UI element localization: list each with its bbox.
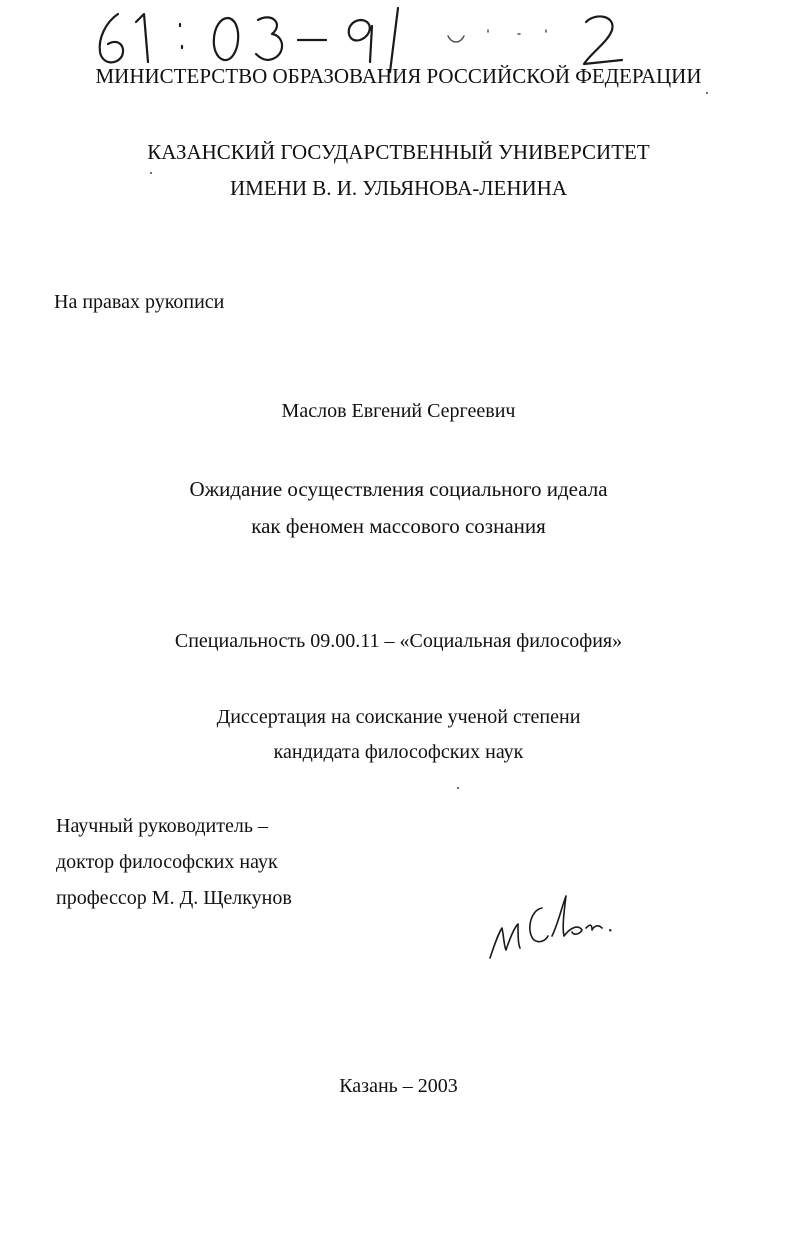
university-name-line2: ИМЕНИ В. И. УЛЬЯНОВА-ЛЕНИНА <box>229 176 567 200</box>
scan-speck <box>706 92 708 94</box>
place-and-year: Казань – 2003 <box>339 1075 458 1097</box>
author-name: Маслов Евгений Сергеевич <box>281 400 516 422</box>
dissertation-title-line1: Ожидание осуществления социального идеала <box>189 477 608 501</box>
specialty-line: Специальность 09.00.11 – «Социальная философия» <box>174 630 623 652</box>
degree-line1: Диссертация на соискание ученой степени <box>216 706 581 728</box>
supervisor-name: профессор М. Д. Щелкунов <box>56 887 292 909</box>
handwritten-signature <box>486 888 616 968</box>
manuscript-rights-note: На правах рукописи <box>54 291 225 313</box>
scan-speck <box>150 172 152 174</box>
supervisor-label: Научный руководитель – <box>56 815 268 837</box>
dissertation-title-line2: как феномен массового сознания <box>251 514 546 538</box>
scan-speck <box>457 787 459 789</box>
degree-line2: кандидата философских наук <box>273 741 524 763</box>
supervisor-degree: доктор философских наук <box>56 851 278 873</box>
university-name-line1: КАЗАНСКИЙ ГОСУДАРСТВЕННЫЙ УНИВЕРСИТЕТ <box>147 140 650 164</box>
ministry-heading: МИНИСТЕРСТВО ОБРАЗОВАНИЯ РОССИЙСКОЙ ФЕДЕРАЦИИ <box>95 64 702 88</box>
